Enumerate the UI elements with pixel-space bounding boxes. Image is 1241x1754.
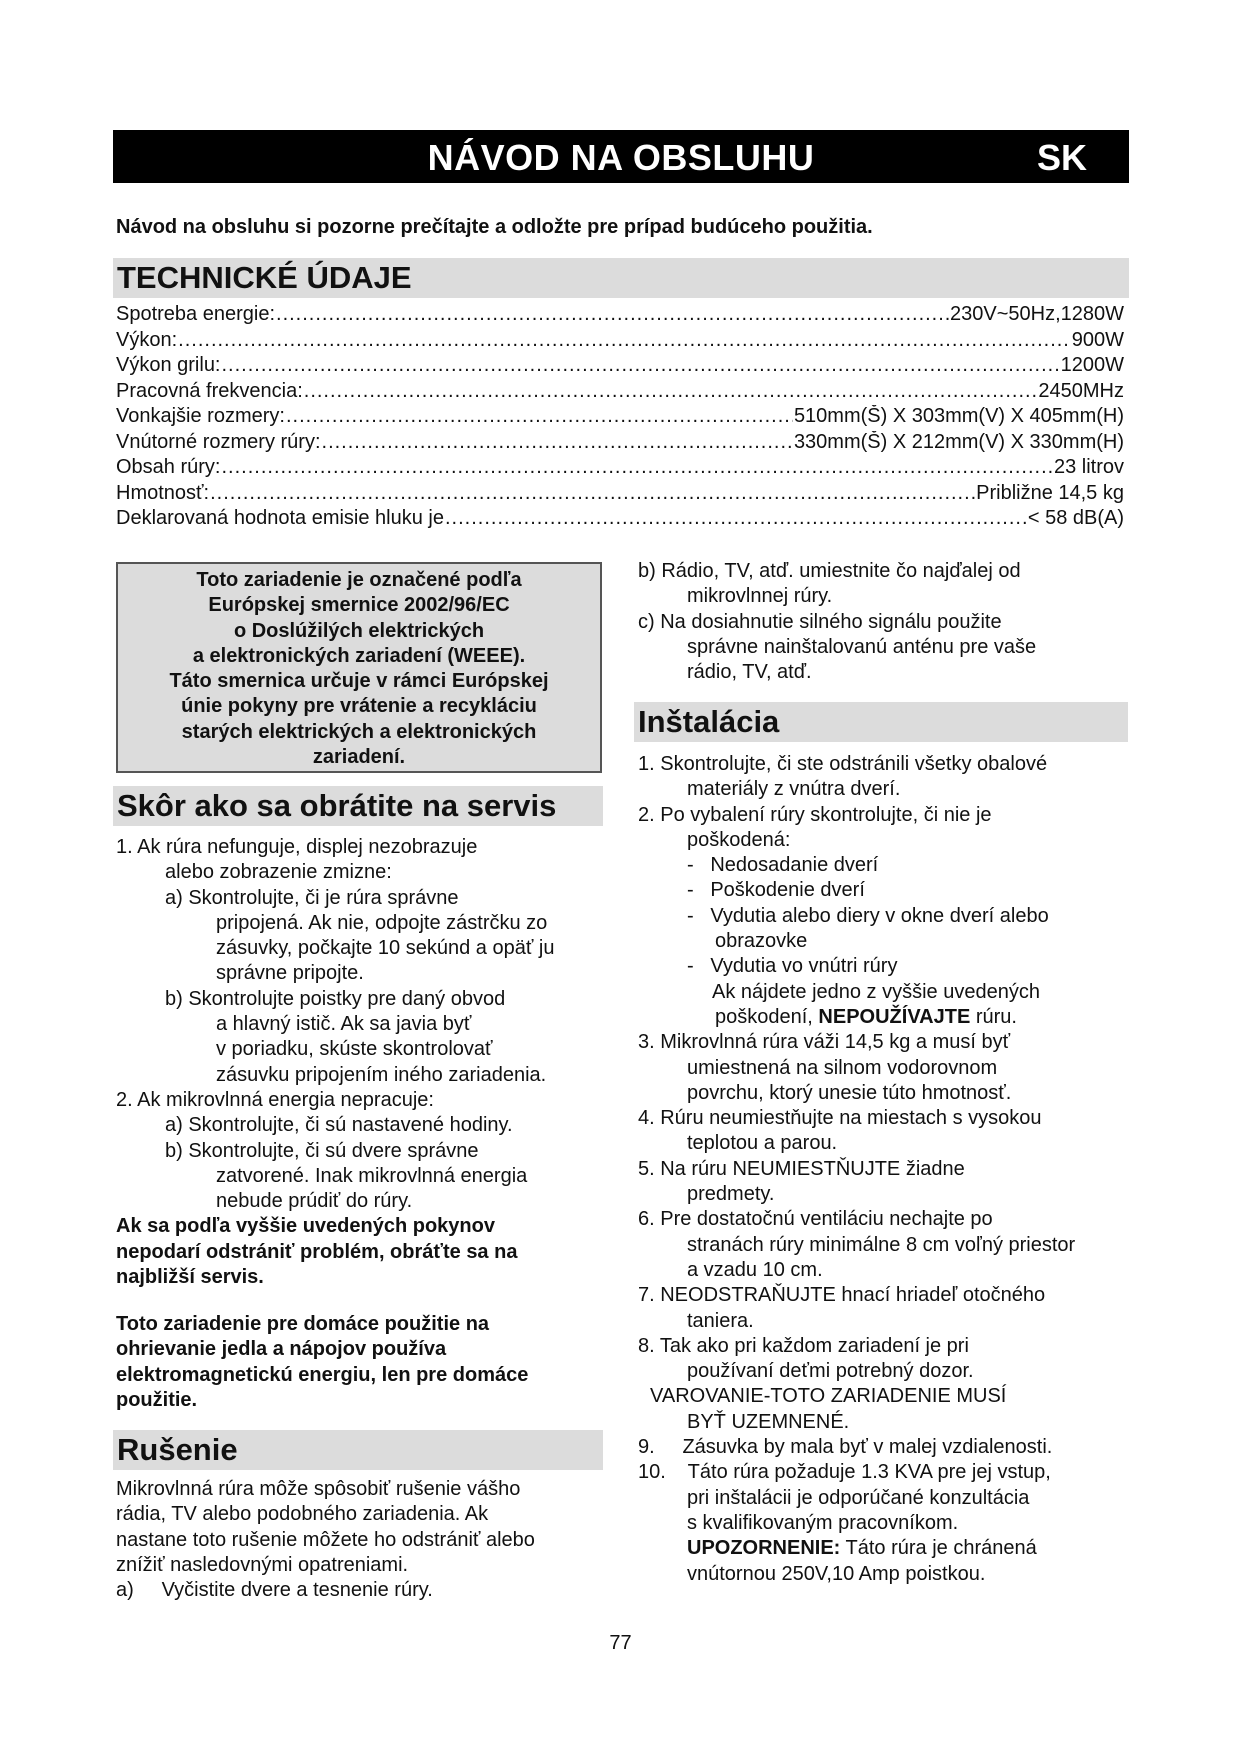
spec-row: Výkon grilu: ..... 1200W <box>116 354 1124 380</box>
specs-heading: TECHNICKÉ ÚDAJE <box>113 258 1129 298</box>
service-section: 1. Ak rúra nefunguje, displej nezobrazuje alebo zobrazenie zmizne: a) Skontrolujte, či je rúra správne pripojená. Ak nie, odpojte zástrčku zo zásuvky, počkajte 10 sekúnd a opäť ju správne pripojte. b) Skontrolujte poistky pre daný obvod a hlavný istič. Ak sa javia byť v poriadku, skúste skontrolovať zásuvku pripojením iného zariadenia. 2. Ak mikrovlnná energia nepracuje: a) Skontrolujte, či sú nastavené hodiny. b) Skontrolujte, či sú dvere správne zatvorené. Inak mikrovlnná energia nebude prúdiť do rúry. Ak sa podľa vyššie uvedených pokynov nepodarí odstrániť problém, obráťte sa na najbližší servis. <box>116 836 555 1289</box>
spec-row: Výkon: ..... 900W <box>116 329 1124 355</box>
spec-row: Spotreba energie: ..... 230V~50Hz,1280W <box>116 303 1124 329</box>
service-heading: Skôr ako sa obrátite na servis <box>113 786 603 826</box>
domestic-use-note: Toto zariadenie pre domáce použitie na ohrievanie jedla a nápojov používa elektromagnetickú energiu, len pre domáce použitie. <box>116 1313 529 1411</box>
installation-heading: Inštalácia <box>634 702 1128 742</box>
spec-row: Vonkajšie rozmery: ..... 510mm(Š) X 303mm(V) X 405mm(H) <box>116 405 1124 431</box>
spec-row: Obsah rúry: ..... 23 litrov <box>116 456 1124 482</box>
intro-text: Návod na obsluhu si pozorne prečítajte a odložte pre prípad budúceho použitia. <box>116 216 873 238</box>
interference-text: Mikrovlnná rúra môže spôsobiť rušenie vášho rádia, TV alebo podobného zariadenia. Ak nastane toto rušenie môžete ho odstrániť alebo znížiť nasledovnými opatreniami. a) Vyčistite dvere a tesnenie rúry. <box>116 1478 535 1602</box>
spec-row: Vnútorné rozmery rúry: ..... 330mm(Š) X 212mm(V) X 330mm(H) <box>116 431 1124 457</box>
specs-list <box>116 303 1124 533</box>
interference-continued: b) Rádio, TV, atď. umiestnite čo najďalej od mikrovlnnej rúry. c) Na dosiahnutie silného signálu použite správne nainštalovanú anténu pre vaše rádio, TV, atď. <box>638 560 1037 684</box>
language-code: SK <box>1036 137 1087 178</box>
weee-notice-box: Toto zariadenie je označené podľa Európskej smernice 2002/96/EC o Doslúžilých elektrických a elektronických zariadení (WEEE). Táto smernica určuje v rámci Európskej únie pokyny pre vrátenie a recykláciu starých elektrických a elektronických zariadení. <box>116 562 602 773</box>
page-title: NÁVOD NA OBSLUHU <box>427 137 815 178</box>
page-number: 77 <box>609 1632 632 1654</box>
interference-heading: Rušenie <box>113 1430 603 1470</box>
spec-row: Pracovná frekvencia: ..... 2450MHz <box>116 380 1124 406</box>
spec-row: Hmotnosť: ..... Približne 14,5 kg <box>116 482 1124 508</box>
header-bar <box>113 130 1129 183</box>
spec-row: Deklarovaná hodnota emisie hluku je ..... < 58 dB(A) <box>116 507 1124 533</box>
installation-section: 1. Skontrolujte, či ste odstránili všetky obalové materiály z vnútra dverí. 2. Po vybalení rúry skontrolujte, či nie je poškodená: - Nedosadanie dverí - Poškodenie dverí - Vydutia alebo diery v okne dverí alebo obrazovke - Vydutia vo vnútri rúry Ak nájdete jedno z vyššie uvedených poškodení, NEPOUŽÍVAJTE rúru. 3. Mikrovlnná rúra váži 14,5 kg a musí byť umiestnená na silnom vodorovnom povrchu, ktorý unesie túto hmotnosť. 4. Rúru neumiestňujte na miestach s vysokou teplotou a parou. 5. Na rúru NEUMIESTŇUJTE žiadne predmety. 6. Pre dostatočnú ventiláciu nechajte po stranách rúry minimálne 8 cm voľný priestor a vzadu 10 cm. 7. NEODSTRAŇUJTE hnací hriadeľ otočného taniera. 8. Tak ako pri každom zariadení je pri používaní deťmi potrebný dozor. VAROVANIE-TOTO ZARIADENIE MUSÍ BYŤ UZEMNENÉ. 9. Zásuvka by mala byť v malej vzdialenosti. 10. Táto rúra požaduje 1.3 KVA pre jej vstup, pri inštalácii je odporúčané konzultácia s kvalifikovaným pracovníkom. UPOZORNENIE: Táto rúra je chránená vnútornou 250V,10 Amp poistkou. <box>638 753 1076 1585</box>
